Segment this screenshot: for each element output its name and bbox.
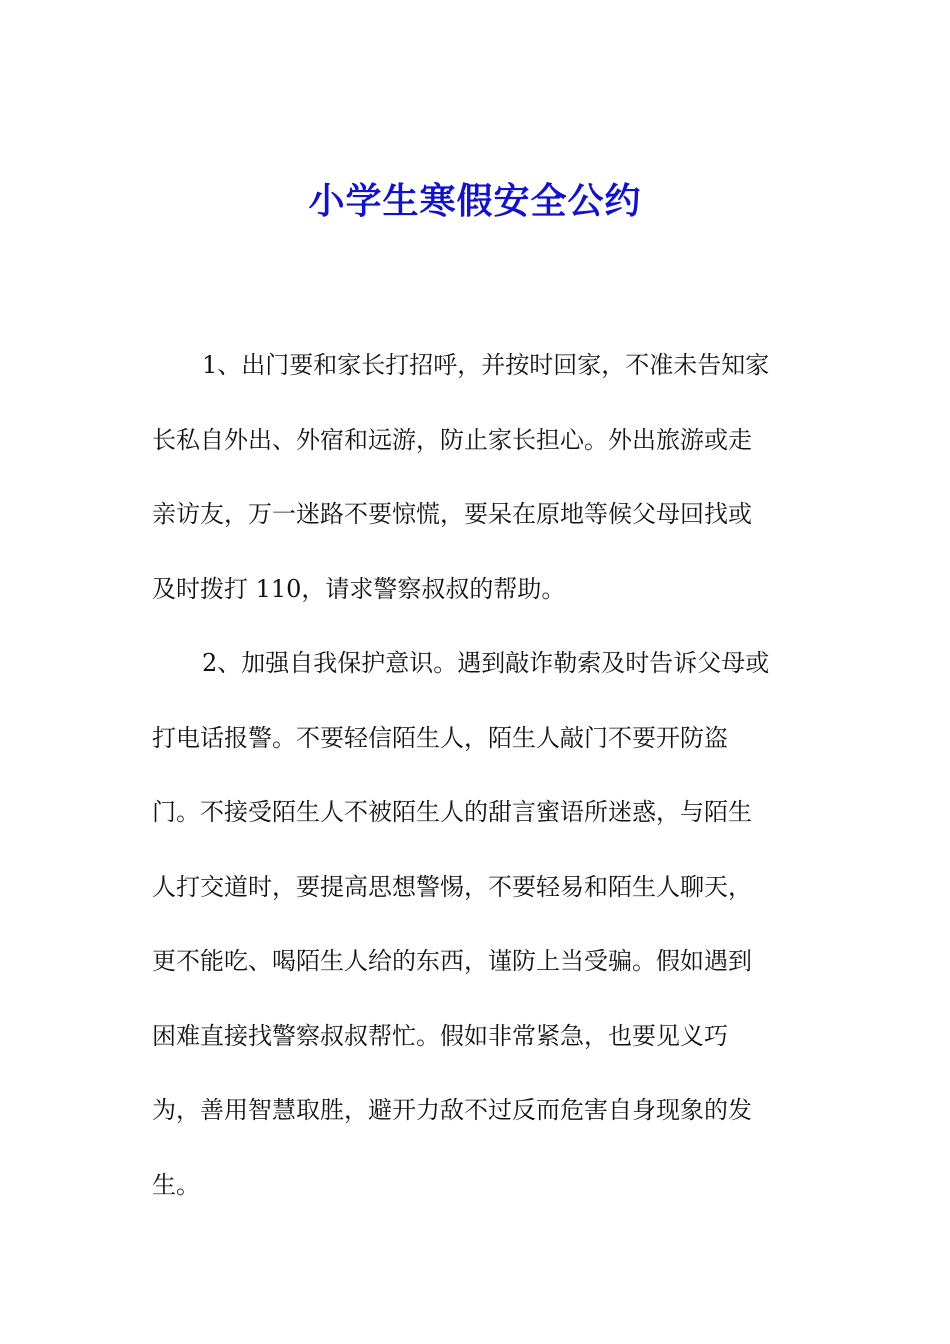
paragraph-line: 长私自外出、外宿和远游，防止家长担心。外出旅游或走	[152, 425, 752, 454]
paragraph-line: 及时拨打 110，请求警察叔叔的帮助。	[152, 574, 566, 603]
paragraph-line: 2、加强自我保护意识。遇到敲诈勒索及时告诉父母或	[202, 649, 770, 677]
paragraph-line: 人打交道时，要提高思想警惕，不要轻易和陌生人聊天，	[152, 872, 752, 901]
paragraph-line: 门。不接受陌生人不被陌生人的甜言蜜语所迷惑，与陌生	[152, 798, 752, 826]
paragraph-line: 生。	[152, 1170, 200, 1199]
document-body	[152, 328, 812, 1222]
paragraph-line: 打电话报警。不要轻信陌生人，陌生人敲门不要开防盗	[152, 723, 728, 752]
paragraph-line: 困难直接找警察叔叔帮忙。假如非常紧急，也要见义巧	[152, 1021, 728, 1050]
paragraph-line: 更不能吃、喝陌生人给的东西，谨防上当受骗。假如遇到	[152, 947, 752, 975]
paragraph-line: 亲访友，万一迷路不要惊慌，要呆在原地等候父母回找或	[152, 500, 752, 528]
paragraph-line: 为，善用智慧取胜，避开力敌不过反而危害自身现象的发	[152, 1096, 752, 1124]
document-title: 小学生寒假安全公约	[308, 181, 642, 222]
paragraph-line: 1、出门要和家长打招呼，并按时回家，不准未告知家	[202, 351, 770, 379]
paragraph-2	[152, 626, 812, 1222]
paragraph-1	[152, 328, 812, 626]
